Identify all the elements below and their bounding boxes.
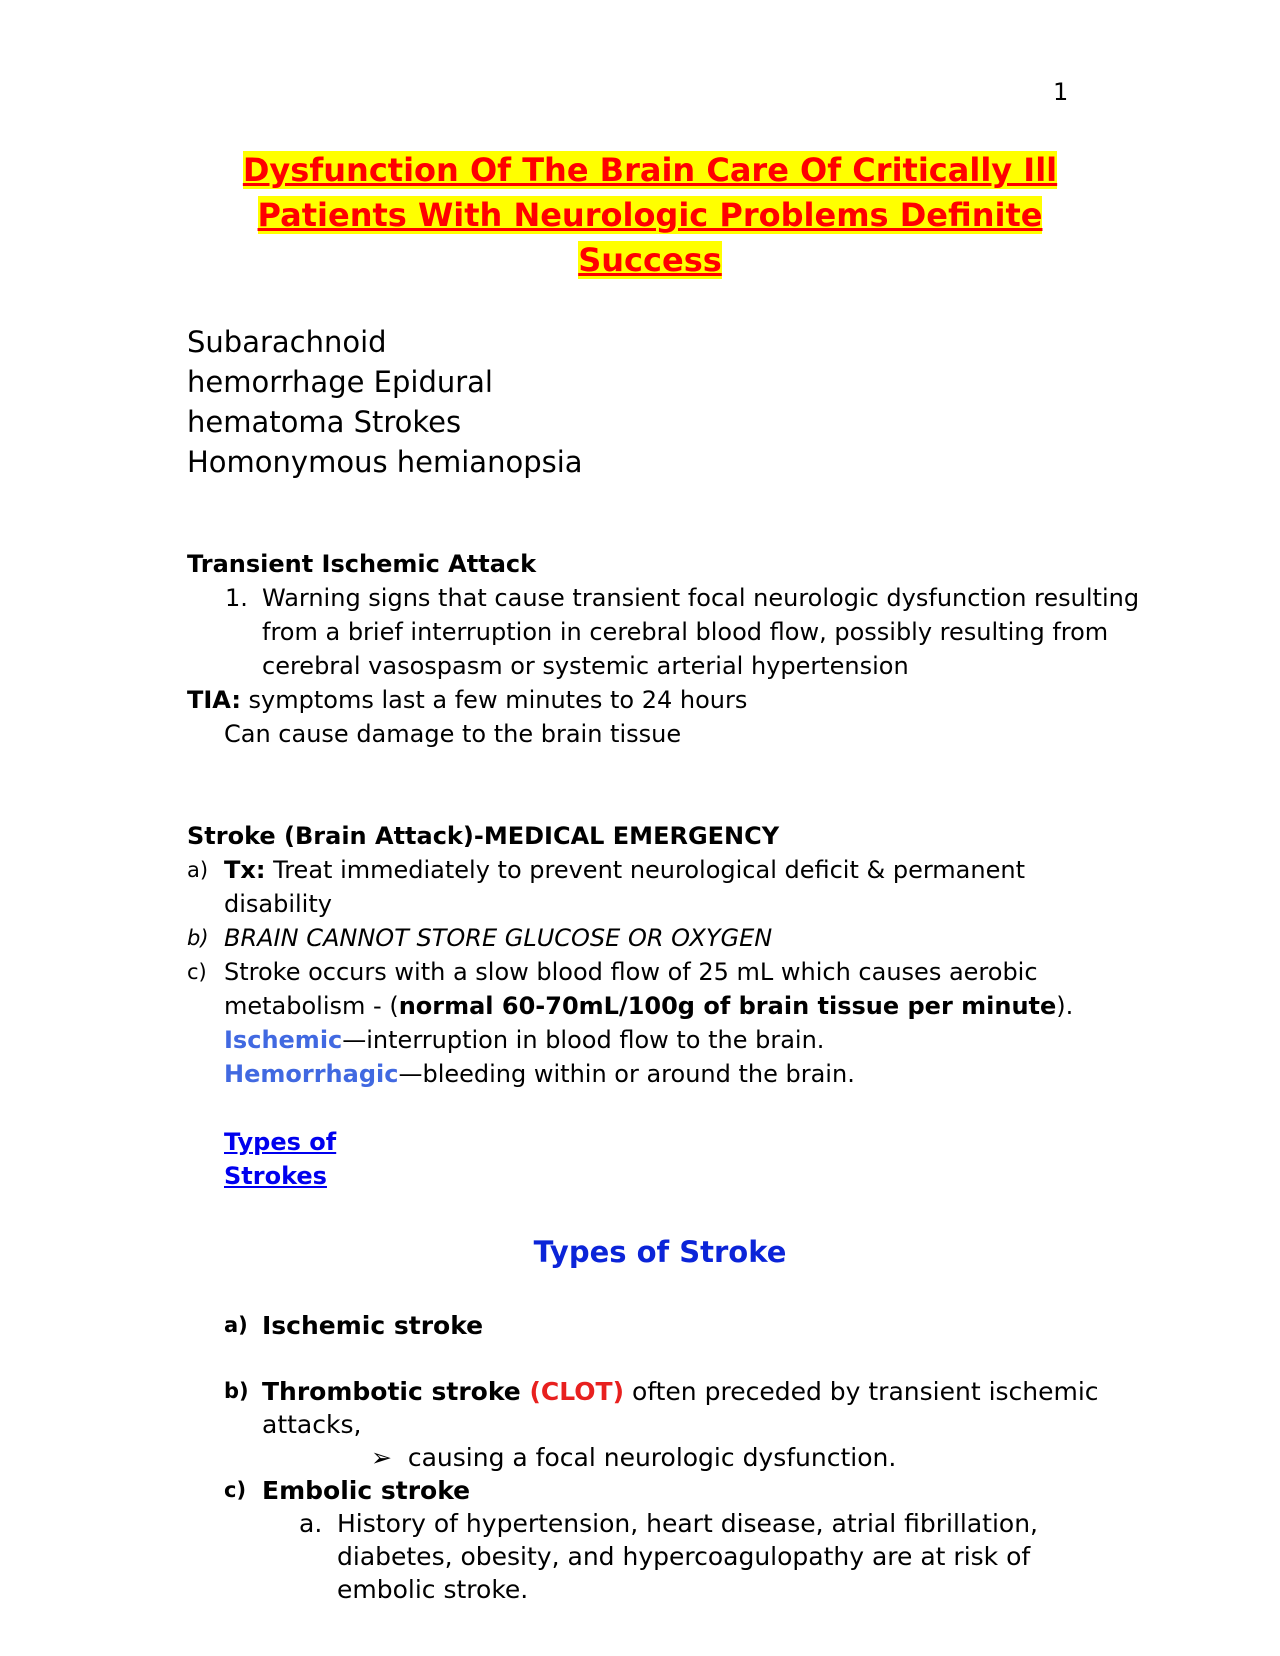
term-line: hemorrhage Epidural <box>187 365 493 399</box>
terms-list <box>187 322 583 482</box>
thrombotic-bullet-text: causing a focal neurologic dysfunction. <box>407 1443 897 1472</box>
stroke-item-c <box>187 955 1084 1023</box>
term-line: hematoma Strokes <box>187 405 462 439</box>
embolic-sub-text: History of hypertension, heart disease, atrial fibrillation, diabetes, obesity, and hypercoagulopathy are at risk of embolic stroke. <box>337 1509 1038 1604</box>
hemorrhagic-text: —bleeding within or around the brain. <box>398 1060 855 1088</box>
tia-section <box>187 547 1142 751</box>
tia-heading: Transient Ischemic Attack <box>187 550 537 578</box>
ischemic-term: Ischemic <box>224 1026 343 1054</box>
list-marker: c) <box>187 960 207 984</box>
tia-label: TIA: <box>187 686 241 714</box>
list-marker: a) <box>224 1313 248 1337</box>
list-marker: b) <box>224 1379 249 1403</box>
tia-label-text: symptoms last a few minutes to 24 hours <box>240 686 748 714</box>
list-marker: c) <box>224 1478 247 1502</box>
stroke-item-a <box>187 853 1084 921</box>
ischemic-definition <box>187 1023 1084 1057</box>
normal-flow-text: normal 60-70mL/100g of brain tissue per minute <box>398 992 1057 1020</box>
clot-label: (CLOT) <box>529 1377 625 1406</box>
thrombotic-stroke-label: Thrombotic stroke <box>262 1377 530 1406</box>
types-link-line-2[interactable]: Strokes <box>224 1162 327 1190</box>
tx-text: Treat immediately to prevent neurological deficit & permanent disability <box>224 856 1025 918</box>
arrow-bullet-icon: ➢ <box>371 1443 392 1472</box>
tia-item-1 <box>187 581 1142 683</box>
types-list <box>224 1309 1102 1606</box>
embolic-sub-item <box>224 1507 1097 1606</box>
thrombotic-bullet <box>224 1441 1102 1474</box>
embolic-stroke-label: Embolic stroke <box>262 1476 471 1505</box>
types-of-strokes-link[interactable] <box>187 1125 1084 1193</box>
types-of-stroke-heading: Types of Stroke <box>533 1235 787 1269</box>
stroke-item-b-text: BRAIN CANNOT STORE GLUCOSE OR OXYGEN <box>224 924 773 952</box>
tia-note: Can cause damage to the brain tissue <box>224 720 682 748</box>
type-item-c <box>224 1474 1102 1507</box>
stroke-section <box>187 819 1084 1193</box>
page-number: 1 <box>1053 78 1069 106</box>
document-title-text: Dysfunction Of The Brain Care Of Critically Ill Patients With Neurologic Problems Definite Success <box>242 151 1058 279</box>
ischemic-stroke-label: Ischemic stroke <box>262 1311 484 1340</box>
stroke-item-c-text: Stroke occurs with a slow blood flow of 25 mL which causes aerobic metabolism - ( <box>224 958 1038 1020</box>
stroke-item-b <box>187 921 1084 955</box>
term-line: Subarachnoid <box>187 325 387 359</box>
list-marker: 1. <box>225 584 248 612</box>
list-marker: a) <box>187 858 209 882</box>
types-link-line-1[interactable]: Types of <box>224 1128 337 1156</box>
list-marker: a. <box>299 1509 323 1538</box>
document-title <box>190 148 1110 283</box>
tia-definition <box>187 683 1142 717</box>
stroke-heading: Stroke (Brain Attack)-MEDICAL EMERGENCY <box>187 822 780 850</box>
hemorrhagic-term: Hemorrhagic <box>224 1060 399 1088</box>
hemorrhagic-definition <box>187 1057 1084 1091</box>
tx-label: Tx: <box>224 856 266 884</box>
ischemic-text: —interruption in blood flow to the brain. <box>342 1026 825 1054</box>
term-line: Homonymous hemianopsia <box>187 445 583 479</box>
type-item-b <box>224 1375 1102 1441</box>
thrombotic-text: often preceded by transient ischemic attacks, <box>262 1377 1099 1439</box>
list-marker: b) <box>187 926 209 950</box>
stroke-item-c-end: ). <box>1056 992 1074 1020</box>
type-item-a <box>224 1309 1102 1342</box>
tia-item-text: Warning signs that cause transient focal neurologic dysfunction resulting from a brief interruption in cerebral blood flow, possibly resulting from cerebral vasospasm or systemic arterial hypertension <box>262 584 1140 680</box>
